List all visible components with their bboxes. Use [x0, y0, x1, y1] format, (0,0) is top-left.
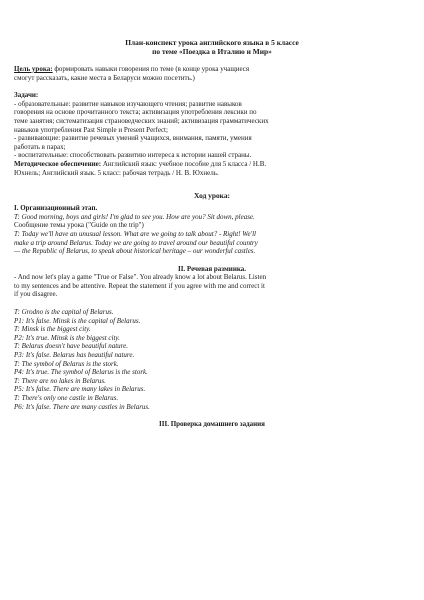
dialogue-line: T: Minsk is the biggest city.	[14, 325, 91, 334]
tasks-label: Задачи:	[14, 91, 39, 100]
equipment-text-1: Английский язык: учебное пособие для 5 класса / Н.В.	[102, 159, 267, 168]
document-title-line-1: План-конспект урока английского языка в 5 классе	[125, 38, 299, 47]
dialogue-line: P2: It's true. Minsk is the biggest city.	[14, 333, 120, 342]
dialogue-line: P6: It's false. There are many castles in Belarus.	[14, 402, 150, 411]
lesson-heading: Ход урока:	[194, 191, 230, 201]
dialogue-line: T: There's only one castle in Belarus.	[14, 394, 119, 402]
dialogue-line: P4: It's true. The symbol of Belarus is the stork.	[14, 368, 148, 377]
dialogue-line: P1: It's false. Minsk is the capital of Belarus.	[14, 316, 141, 325]
goal-text-1: формировать навыки говорения по теме (в конце урока учащиеся	[54, 65, 250, 73]
tasks-line: - развивающие: развитие речевых умений учащихся, внимания, памяти, умения	[14, 134, 252, 143]
section1-line: make a trip around Belarus. Today we are going to travel around our beautiful country	[14, 238, 258, 247]
section2-intro-line: to my sentences and be attentive. Repeat the statement if you agree with me and correct it	[14, 281, 265, 290]
lesson-plan-sheet	[14, 38, 410, 429]
goal-line-2: смогут рассказать, какие места в Беларуси можно посетить.)	[14, 73, 195, 82]
section1-heading: I. Организационный этап.	[14, 204, 98, 213]
tasks-line: - образовательные: развитие навыков изучающего чтения; развитие навыков	[14, 99, 242, 108]
goal-label: Цель урока:	[14, 65, 53, 73]
tasks-line: - воспитательные: способствовать развитию интереса к истории нашей страны.	[14, 151, 252, 160]
section1-line: — the Republic of Belarus, to speak about historical heritage – our wonderful castles.	[14, 247, 256, 256]
dialogue-line: P3: It's false. Belarus has beautiful nature.	[14, 351, 135, 360]
section1-line: T: Today we'll have an unusual lesson. What are we going to talk about? - Right! We'll	[14, 229, 256, 238]
tasks-line: говорения на основе прочитанного текста; активизация употребления лексики по	[14, 108, 257, 117]
goal-line-1	[14, 65, 410, 74]
equipment-label: Методическое обеспечение:	[14, 159, 102, 168]
section1-line: Сообщение темы урока ("Guide on the trip")	[14, 221, 144, 230]
dialogue-line: T: Belarus doesn't have beautiful nature.	[14, 342, 129, 351]
equipment-line-2: Юхнель; Английский язык. 5 класс: рабочая тетрадь / Н. В. Юхнель.	[14, 168, 219, 177]
section3-heading: III. Проверка домашнего задания	[159, 420, 265, 429]
document-title-line-2: по теме «Поездка в Италию и Мир»	[152, 47, 272, 56]
tasks-line: навыков употребления Past Simple и Present Perfect;	[14, 125, 168, 134]
dialogue-line: T: There are no lakes in Belarus.	[14, 376, 106, 385]
tasks-line: работать в парах;	[14, 142, 66, 151]
section1-line: T: Good morning, boys and girls! I'm glad to see you. How are you? Sit down, please.	[14, 212, 255, 221]
section2-intro-line: if you disagree.	[14, 290, 58, 299]
section2-heading: II. Речевая разминка.	[177, 264, 247, 273]
dialogue-line: T: The symbol of Belarus is the stork.	[14, 359, 119, 368]
equipment-line-1	[14, 160, 410, 169]
tasks-line: теме занятия; систематизация страноведческих знаний; активизация грамматических	[14, 116, 269, 125]
dialogue-line: T: Grodno is the capital of Belarus.	[14, 308, 114, 317]
section2-intro-line: - And now let's play a game "True or False". You already know a lot about Belarus. Listen	[14, 273, 267, 282]
dialogue-line: P5: It's false. There are many lakes in Belarus.	[14, 385, 146, 394]
